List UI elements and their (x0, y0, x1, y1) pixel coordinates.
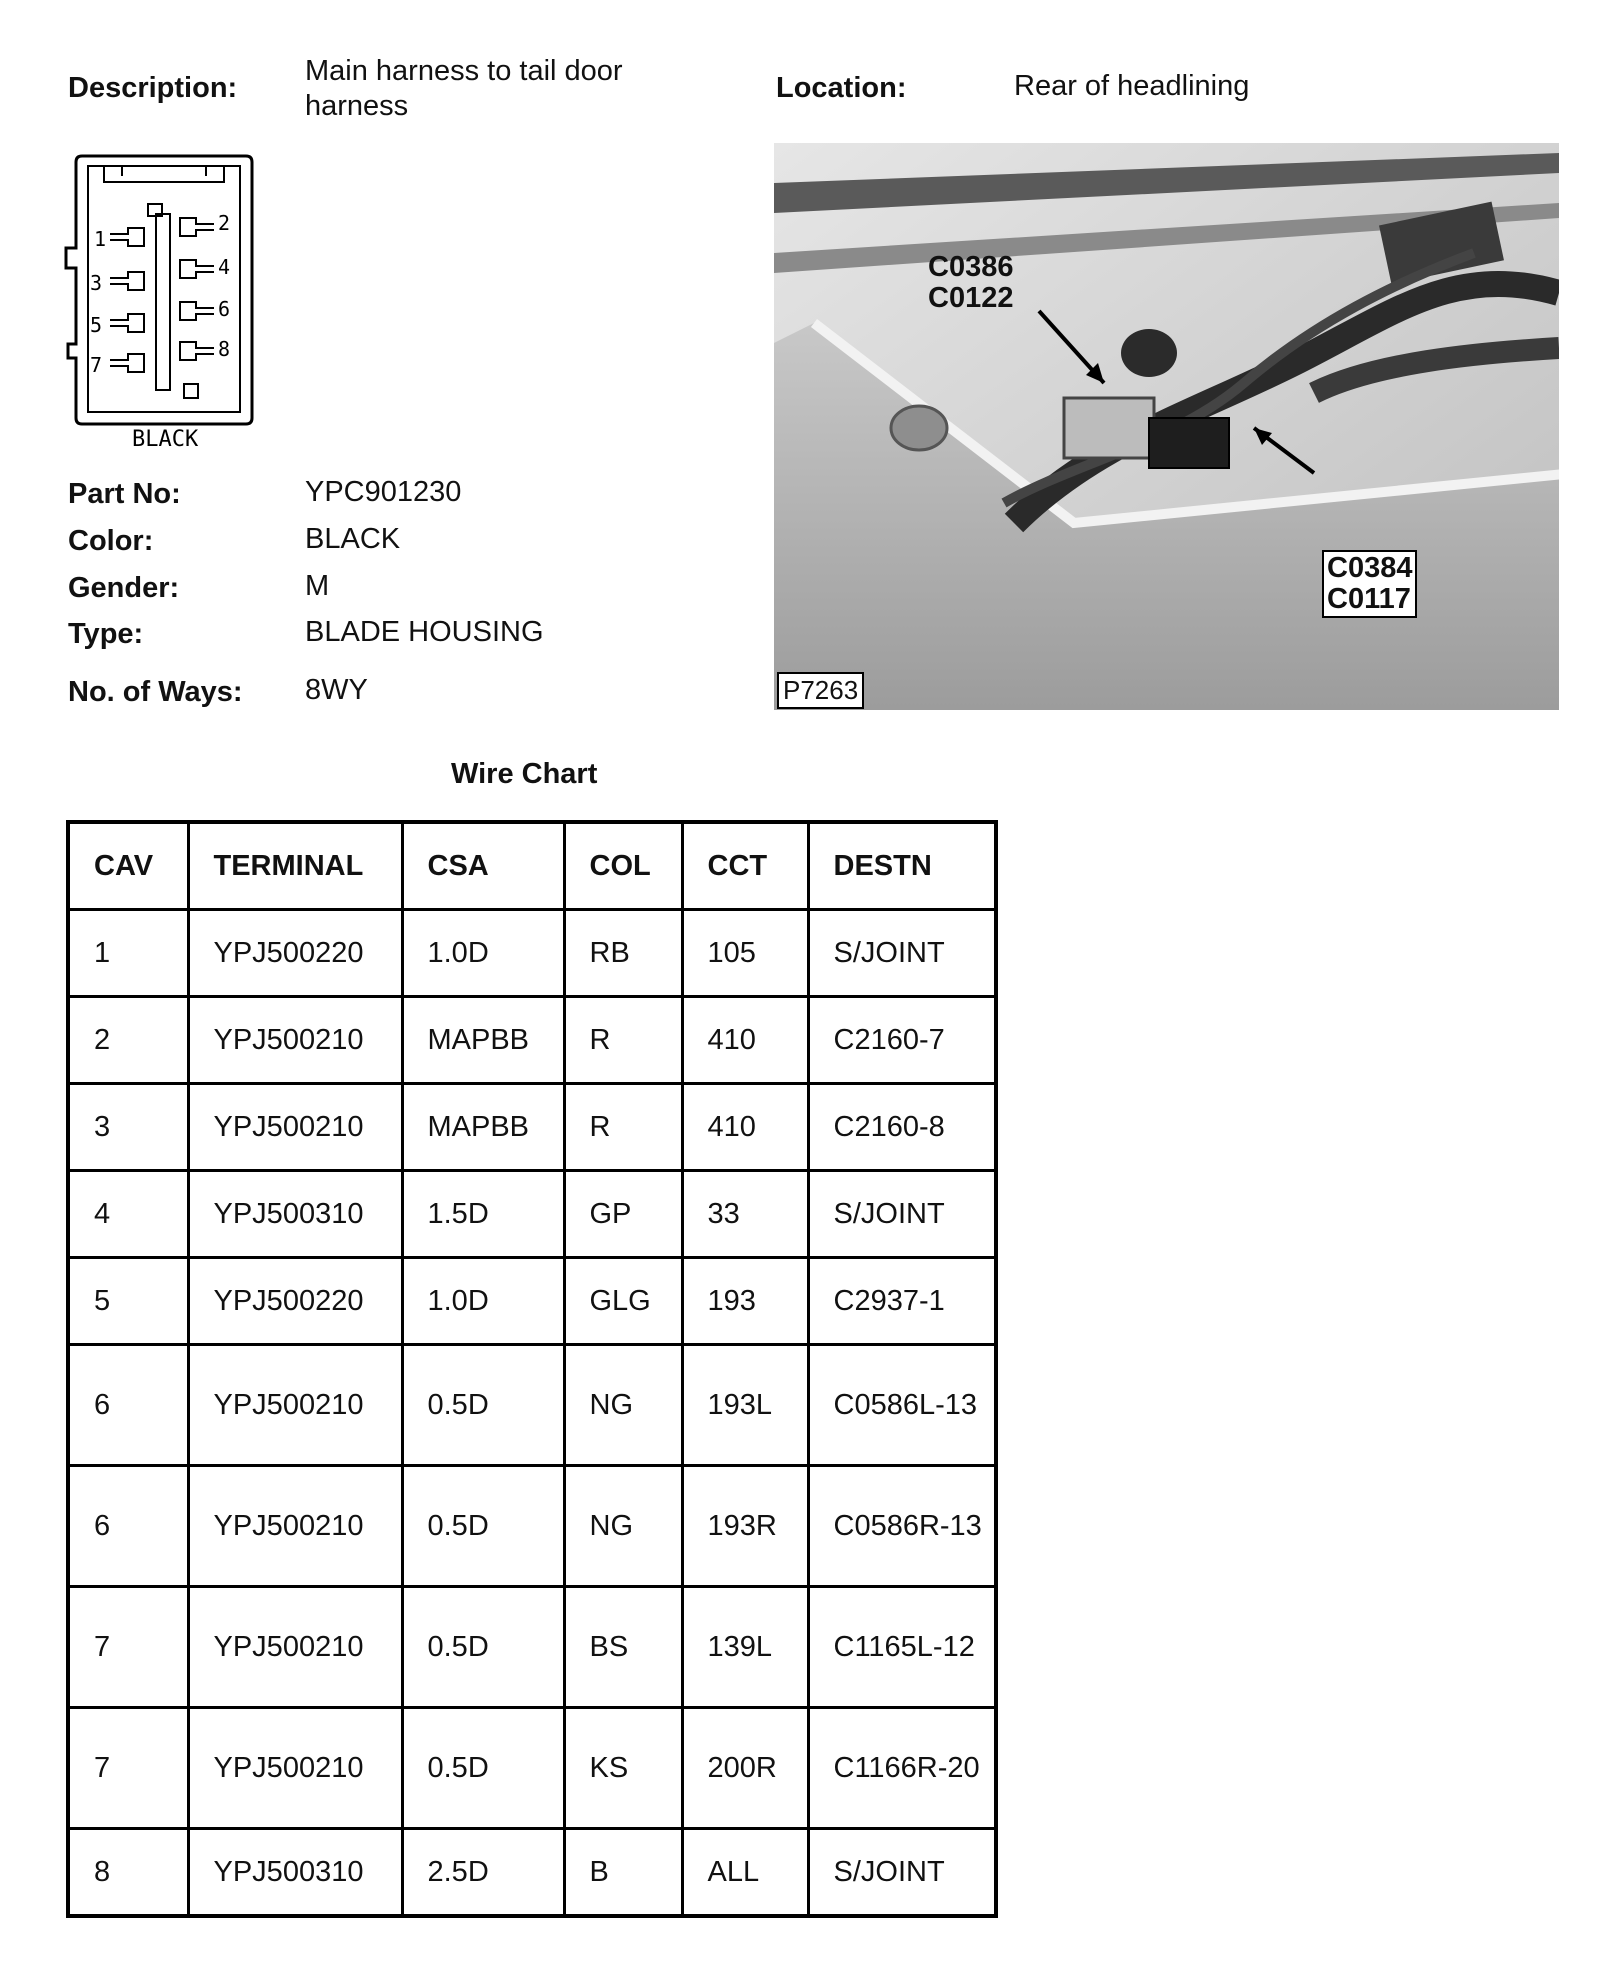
pin-label-4: 4 (218, 255, 231, 279)
cell-col: GLG (564, 1258, 682, 1345)
cell-cct: 200R (682, 1708, 808, 1829)
col-header-terminal: TERMINAL (188, 822, 402, 910)
table-row (68, 1345, 996, 1466)
cell-terminal: YPJ500210 (188, 1345, 402, 1466)
cell-terminal: YPJ500310 (188, 1171, 402, 1258)
col-header-cct: CCT (682, 822, 808, 910)
cell-csa: 2.5D (402, 1829, 564, 1917)
table-row (68, 1829, 996, 1917)
cell-terminal: YPJ500210 (188, 1708, 402, 1829)
table-row (68, 910, 996, 997)
cell-cav: 2 (68, 997, 188, 1084)
pin-label-8: 8 (218, 337, 231, 361)
cell-destn: S/JOINT (808, 910, 996, 997)
cell-destn: S/JOINT (808, 1171, 996, 1258)
cell-destn: C1166R-20 (808, 1708, 996, 1829)
cell-terminal: YPJ500220 (188, 1258, 402, 1345)
cell-destn: C2160-8 (808, 1084, 996, 1171)
photo-id-label: P7263 (777, 672, 864, 709)
col-header-col: COL (564, 822, 682, 910)
cell-csa: MAPBB (402, 1084, 564, 1171)
table-row (68, 1587, 996, 1708)
cell-csa: 1.0D (402, 1258, 564, 1345)
pin-label-2: 2 (218, 211, 231, 235)
cell-csa: 1.0D (402, 910, 564, 997)
cell-cct: 139L (682, 1587, 808, 1708)
cell-cav: 1 (68, 910, 188, 997)
cell-cct: ALL (682, 1829, 808, 1917)
cell-col: BS (564, 1587, 682, 1708)
cell-col: R (564, 997, 682, 1084)
col-header-destn: DESTN (808, 822, 996, 910)
cell-col: NG (564, 1345, 682, 1466)
description-value: Main harness to tail door harness (305, 55, 623, 122)
pin-label-3: 3 (90, 271, 103, 295)
cell-col: GP (564, 1171, 682, 1258)
col-header-csa: CSA (402, 822, 564, 910)
table-row (68, 1466, 996, 1587)
connector-pins-right (180, 218, 214, 360)
cell-terminal: YPJ500220 (188, 910, 402, 997)
connector-face-diagram (64, 148, 264, 453)
cell-cct: 193 (682, 1258, 808, 1345)
cell-csa: 0.5D (402, 1587, 564, 1708)
cell-cav: 6 (68, 1466, 188, 1587)
cell-cct: 410 (682, 997, 808, 1084)
type-label: Type: (68, 618, 144, 650)
type-value: BLADE HOUSING (305, 616, 544, 648)
color-label: Color: (68, 525, 154, 557)
ways-label: No. of Ways: (68, 676, 243, 708)
cell-cav: 7 (68, 1587, 188, 1708)
cell-cct: 193R (682, 1466, 808, 1587)
wire-chart-title: Wire Chart (451, 758, 598, 790)
cell-terminal: YPJ500210 (188, 1587, 402, 1708)
cell-terminal: YPJ500310 (188, 1829, 402, 1917)
cell-csa: 0.5D (402, 1345, 564, 1466)
cell-cav: 4 (68, 1171, 188, 1258)
description-label: Description: (68, 72, 238, 104)
cell-col: KS (564, 1708, 682, 1829)
callout-bottom-line2: C0117 (1327, 583, 1411, 615)
color-value: BLACK (305, 523, 401, 555)
pin-label-7: 7 (90, 353, 103, 377)
cell-cct: 33 (682, 1171, 808, 1258)
cell-csa: 0.5D (402, 1466, 564, 1587)
callout-top (928, 252, 1013, 314)
cell-cav: 7 (68, 1708, 188, 1829)
cell-destn: C0586L-13 (808, 1345, 996, 1466)
wire-chart-table (66, 820, 998, 1918)
table-row (68, 1171, 996, 1258)
pin-label-6: 6 (218, 297, 231, 321)
callout-top-line2: C0122 (928, 282, 1014, 314)
cell-destn: C2160-7 (808, 997, 996, 1084)
cell-cct: 105 (682, 910, 808, 997)
cell-terminal: YPJ500210 (188, 1466, 402, 1587)
table-row (68, 1258, 996, 1345)
callout-bottom (1322, 550, 1417, 618)
cell-destn: S/JOINT (808, 1829, 996, 1917)
cell-csa: MAPBB (402, 997, 564, 1084)
ways-value: 8WY (305, 674, 368, 706)
location-value: Rear of headlining (1014, 70, 1250, 102)
gender-label: Gender: (68, 572, 180, 604)
cell-csa: 1.5D (402, 1171, 564, 1258)
location-label: Location: (776, 72, 907, 104)
cell-col: NG (564, 1466, 682, 1587)
cell-col: B (564, 1829, 682, 1917)
cell-cav: 3 (68, 1084, 188, 1171)
cell-destn: C0586R-13 (808, 1466, 996, 1587)
cell-col: RB (564, 910, 682, 997)
connector-pins-left (110, 228, 144, 372)
part-no-value: YPC901230 (305, 476, 462, 508)
callout-top-line1: C0386 (928, 251, 1014, 283)
col-header-cav: CAV (68, 822, 188, 910)
cell-destn: C2937-1 (808, 1258, 996, 1345)
table-row (68, 1708, 996, 1829)
cell-terminal: YPJ500210 (188, 997, 402, 1084)
cell-cav: 5 (68, 1258, 188, 1345)
part-no-label: Part No: (68, 478, 181, 510)
callout-bottom-line1: C0384 (1327, 552, 1413, 584)
cell-csa: 0.5D (402, 1708, 564, 1829)
connector-color-caption: BLACK (132, 427, 199, 452)
pin-label-5: 5 (90, 313, 103, 337)
cell-col: R (564, 1084, 682, 1171)
pin-label-1: 1 (94, 227, 107, 251)
table-row (68, 1084, 996, 1171)
cell-cct: 193L (682, 1345, 808, 1466)
table-header-row (68, 822, 996, 910)
gender-value: M (305, 570, 330, 602)
location-photo (774, 143, 1559, 710)
table-row (68, 997, 996, 1084)
cell-cav: 6 (68, 1345, 188, 1466)
cell-cav: 8 (68, 1829, 188, 1917)
cell-destn: C1165L-12 (808, 1587, 996, 1708)
cell-cct: 410 (682, 1084, 808, 1171)
cell-terminal: YPJ500210 (188, 1084, 402, 1171)
